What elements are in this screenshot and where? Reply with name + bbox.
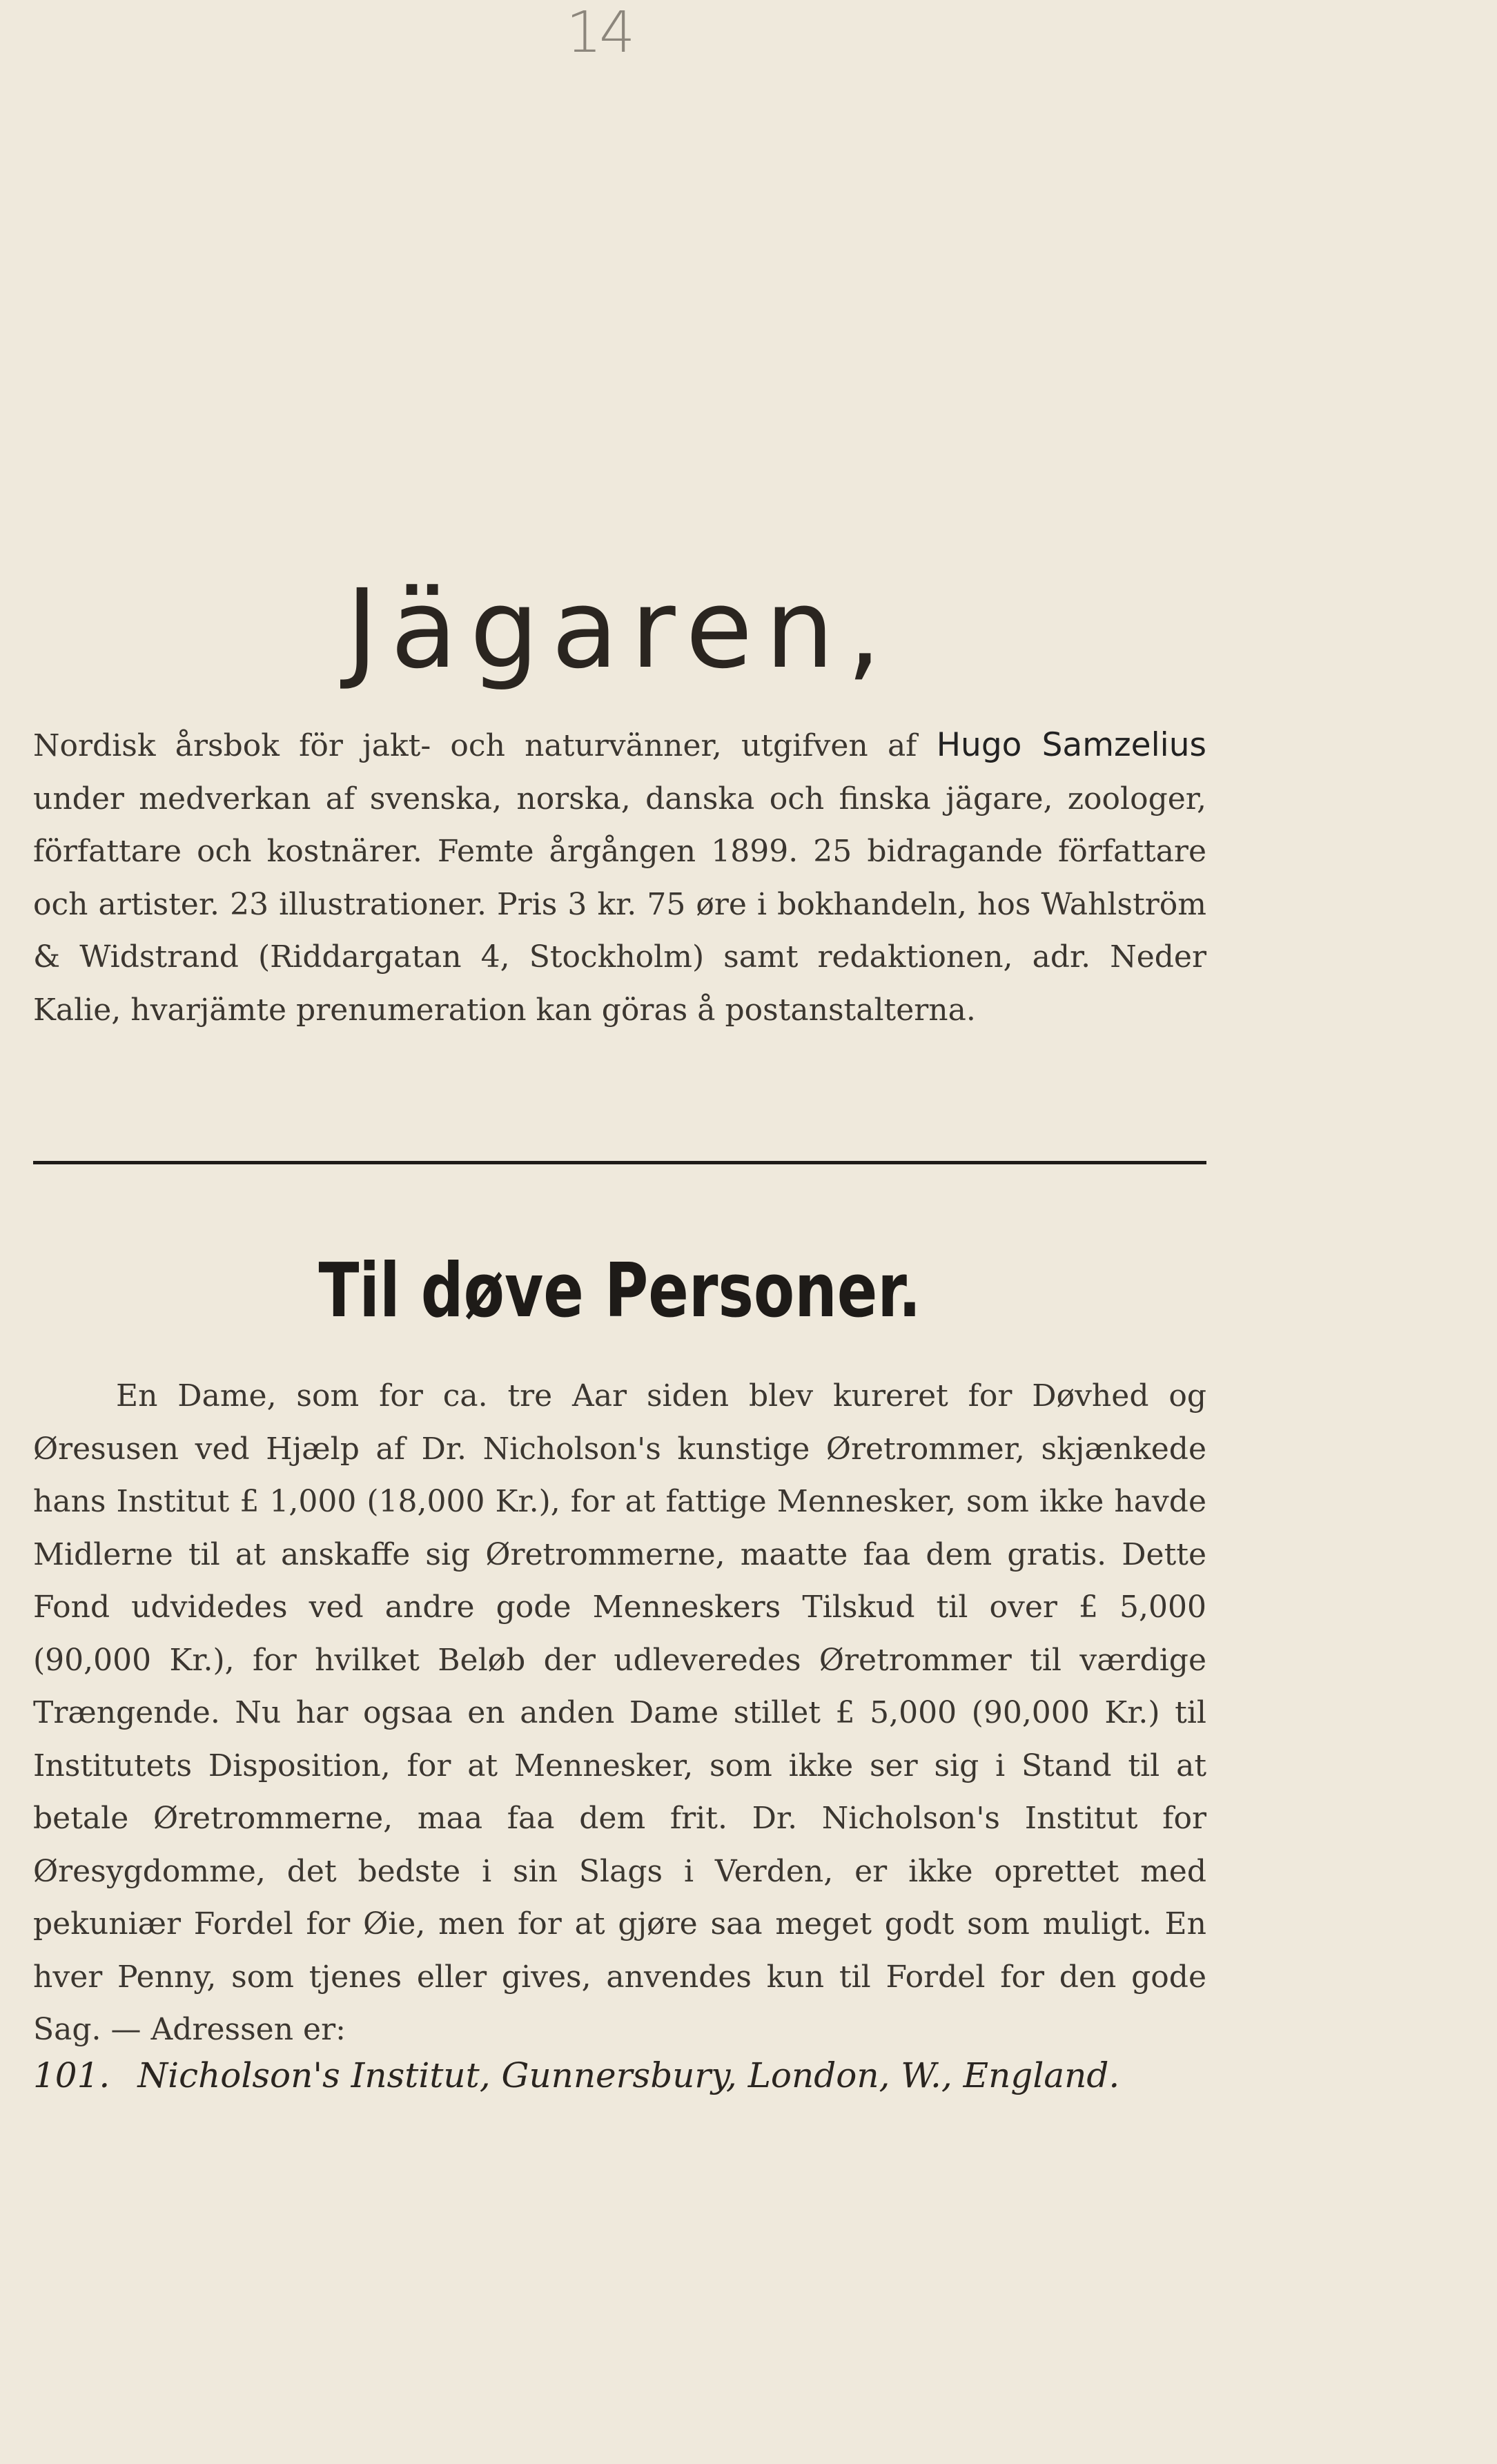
advert-paragraph: En Dame, som for ca. tre Aar siden blev kureret for Døvhed og Øresusen ved Hjælp af Dr. Nicholson's kunstige Øretrommer, skjænkede hans Institut £ 1,000 (18,000 Kr.), for at fattige Mennesker, som ikke havde Midlerne til at anskaffe sig Øretrommerne, maatte faa dem gratis. Dette Fond udvidedes ved andre gode Menneskers Tilskud til over £ 5,000 (90,000 Kr.), for hvilket Beløb der udleveredes Øretrommer til værdige Trængende. Nu har ogsaa en anden Dame stillet £ 5,000 (90,000 Kr.) til Institutets Disposition, for at Mennesker, som ikke ser sig i Stand til at betale Øretrommerne, maa faa dem frit. Dr. Nicholson's Institut for Øresygdomme, det bedste i sin Slags i Verden, er ikke oprettet med pekuniær Fordel for Øie, men for at gjøre saa meget godt som muligt. En hver Penny, som tjenes eller gives, anvendes kun til Fordel for den gode Sag. — Adressen er: [33, 1378, 1206, 2047]
advert-heading: Til døve Personer. [318, 1248, 921, 1334]
page-number-mark: 14 [566, 0, 633, 66]
section-divider [33, 1161, 1206, 1164]
description-body: under medverkan af svenska, norska, danska och finska jägare, zoologer, författare och kostnärer. Femte årgången 1899. 25 bidragande författare och artister. 23 illustrationer. Pris 3 kr. 75 øre i bokhandeln, hos Wahlström & Widstrand (Riddargatan 4, Stockholm) samt redaktionen, adr. Neder Kalie, hvarjämte prenumeration kan göras å postanstalterna. [33, 781, 1206, 1028]
editor-name: Hugo Samzelius [936, 726, 1206, 764]
publication-title: Jägaren, [346, 566, 894, 693]
advert-body [33, 1370, 1206, 2057]
advert-address [33, 2055, 1206, 2095]
publication-description [33, 719, 1206, 1037]
address-number: 101. [33, 2055, 110, 2095]
address-text: Nicholson's Institut, Gunnersbury, London, W., England. [137, 2055, 1120, 2095]
description-lead: Nordisk årsbok för jakt- och naturvänner, utgifven af [33, 728, 917, 763]
